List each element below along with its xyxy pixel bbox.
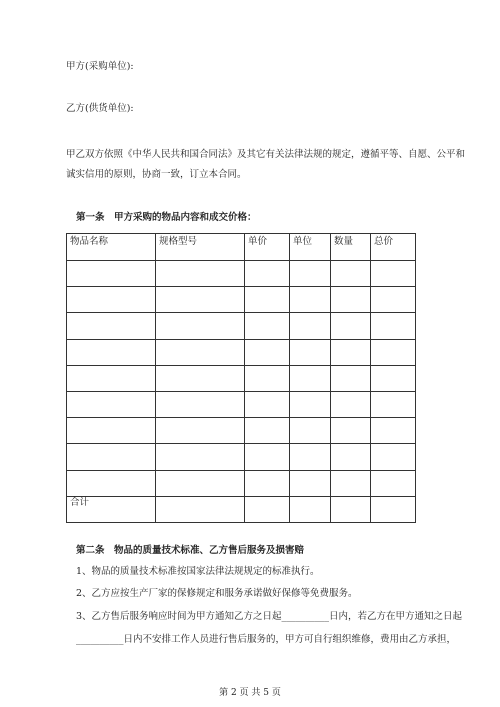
page-footer: 第 2 页 共 5 页 (219, 688, 281, 698)
table-cell (331, 365, 371, 391)
table-row (67, 470, 416, 496)
table-cell (67, 287, 156, 313)
article-2-item-1: 1、物品的质量技术标准按国家法律法规规定的标准执行。 (76, 566, 320, 577)
table-cell (290, 365, 331, 391)
table-cell (245, 496, 290, 522)
table-cell (290, 261, 331, 287)
table-cell (331, 339, 371, 365)
table-cell (67, 391, 156, 417)
table-cell (371, 261, 416, 287)
goods-table (66, 233, 416, 523)
table-cell (371, 418, 416, 444)
table-cell (245, 313, 290, 339)
article-1-title: 第一条 甲方采购的物品内容和成交价格： (76, 212, 257, 223)
table-cell (156, 391, 245, 417)
table-cell (331, 391, 371, 417)
table-cell (156, 365, 245, 391)
table-cell (245, 365, 290, 391)
table-cell (290, 391, 331, 417)
table-cell (156, 261, 245, 287)
column-header: 物品名称 (67, 234, 156, 261)
table-total-row (67, 496, 416, 522)
table-cell (371, 365, 416, 391)
table-cell (290, 313, 331, 339)
table-cell (245, 444, 290, 470)
table-row (67, 261, 416, 287)
table-cell (245, 418, 290, 444)
intro-line-1: 甲乙双方依照《中华人民共和国合同法》及其它有关法律法规的规定，遵循平等、自愿、公平和 (66, 149, 466, 160)
table-cell (156, 444, 245, 470)
table-cell (371, 470, 416, 496)
table-cell (245, 470, 290, 496)
table-cell (371, 287, 416, 313)
table-cell (245, 391, 290, 417)
table-cell (331, 496, 371, 522)
table-cell (156, 496, 245, 522)
party-b-label: 乙方(供货单位): (66, 103, 134, 114)
table-cell (371, 313, 416, 339)
table-cell (156, 313, 245, 339)
table-cell (156, 470, 245, 496)
table-cell (245, 287, 290, 313)
table-row (67, 444, 416, 470)
table-header-row (67, 234, 416, 261)
column-header: 数量 (331, 234, 371, 261)
article-2-item-3-line-2: __________日内不安排工作人员进行售后服务的，甲方可自行组织维修，费用由乙方承担， (76, 634, 457, 645)
column-header: 单位 (290, 234, 331, 261)
table-cell (331, 261, 371, 287)
table-cell (156, 418, 245, 444)
column-header: 规格型号 (156, 234, 245, 261)
article-2-title: 第二条 物品的质量技术标准、乙方售后服务及损害赔 (76, 545, 305, 556)
table-cell (290, 496, 331, 522)
column-header: 单价 (245, 234, 290, 261)
table-cell (67, 261, 156, 287)
table-cell (290, 444, 331, 470)
table-cell (371, 496, 416, 522)
table-cell (331, 313, 371, 339)
table-row (67, 287, 416, 313)
table-cell (67, 339, 156, 365)
table-cell (67, 418, 156, 444)
table-cell (245, 261, 290, 287)
table-cell (67, 313, 156, 339)
table-cell (290, 339, 331, 365)
table-cell (67, 470, 156, 496)
table-cell (331, 418, 371, 444)
article-2-item-2: 2、乙方应按生产厂家的保修规定和服务承诺做好保修等免费服务。 (76, 588, 358, 599)
total-label: 合计 (67, 496, 156, 522)
table-cell (290, 287, 331, 313)
table-cell (331, 287, 371, 313)
table-cell (67, 365, 156, 391)
table-row (67, 365, 416, 391)
table-cell (156, 287, 245, 313)
table-cell (331, 470, 371, 496)
table-cell (245, 339, 290, 365)
table-row (67, 339, 416, 365)
table-cell (371, 339, 416, 365)
table-row (67, 391, 416, 417)
table-cell (156, 339, 245, 365)
table-cell (331, 444, 371, 470)
column-header: 总价 (371, 234, 416, 261)
table-cell (290, 470, 331, 496)
table-cell (371, 444, 416, 470)
table-row (67, 313, 416, 339)
party-a-label: 甲方(采购单位): (66, 61, 134, 72)
intro-line-2: 诚实信用的原则，协商一致，订立本合同。 (66, 169, 247, 180)
article-2-item-3-line-1: 3、乙方售后服务响应时间为甲方通知乙方之日起__________日内，若乙方在甲方通知之日起 (76, 611, 463, 622)
table-cell (371, 391, 416, 417)
table-row (67, 418, 416, 444)
table-cell (290, 418, 331, 444)
table-cell (67, 444, 156, 470)
